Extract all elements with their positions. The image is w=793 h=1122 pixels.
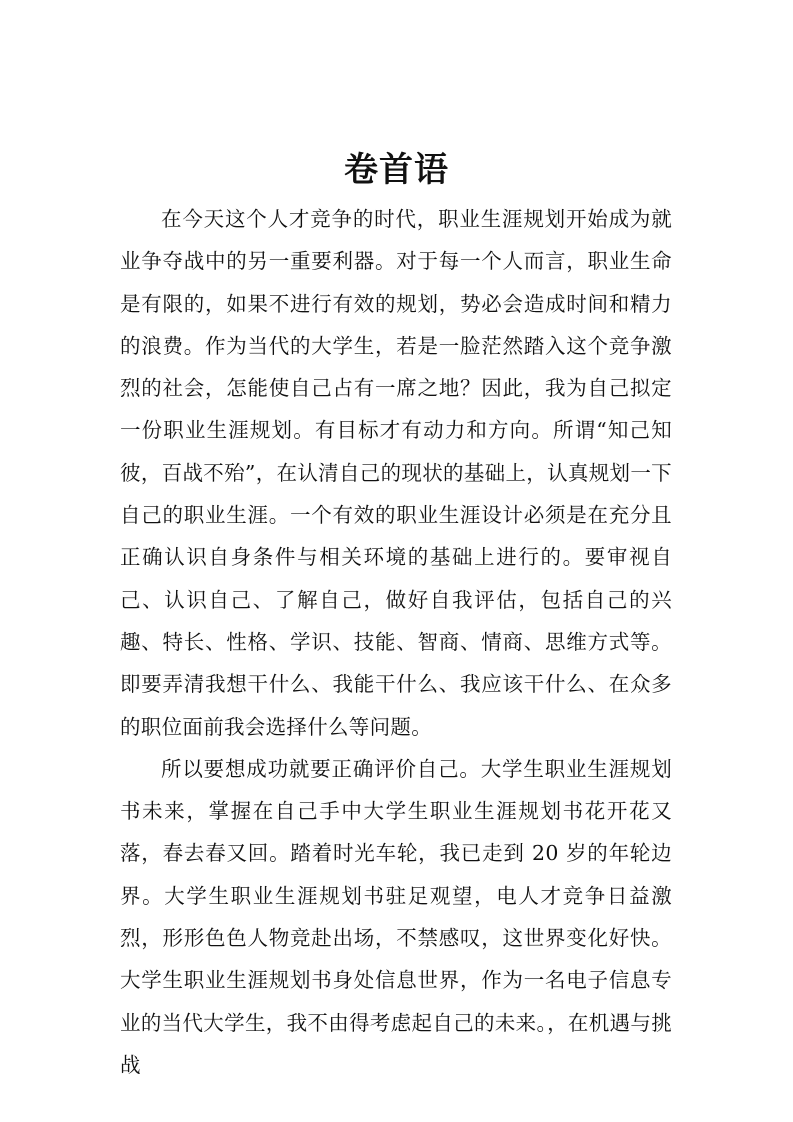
page-title: 卷首语 xyxy=(344,150,449,190)
body-text xyxy=(120,198,672,1086)
paragraph-2: 所以要想成功就要正确评价自己。大学生职业生涯规划书未来，掌握在自己手中大学生职业生涯规划书花开花又落，春去春又回。踏着时光车轮，我已走到 20 岁的年轮边界。大学生职业生涯规划书驻足观望，电人才竞争日益激烈，形形色色人物竞赴出场，不禁感叹，这世界变化好快。大学生职业生涯规划书身处信息世界，作为一名电子信息专业的当代大学生，我不由得考虑起自己的未来。，在机遇与挑战 xyxy=(120,756,672,1077)
paragraph-1: 在今天这个人才竞争的时代，职业生涯规划开始成为就业争夺战中的另一重要利器。对于每一个人而言，职业生命是有限的，如果不进行有效的规划，势必会造成时间和精力的浪费。作为当代的大学生，若是一脸茫然踏入这个竞争激烈的社会，怎能使自己占有一席之地？因此，我为自己拟定一份职业生涯规划。有目标才有动力和方向。所谓“知己知彼，百战不殆”，在认清自己的现状的基础上，认真规划一下自己的职业生涯。一个有效的职业生涯设计必须是在充分且正确认识自身条件与相关环境的基础上进行的。要审视自己、认识自己、了解自己，做好自我评估，包括自己的兴趣、特长、性格、学识、技能、智商、情商、思维方式等。即要弄清我想干什么、我能干什么、我应该干什么、在众多的职位面前我会选择什么等问题。 xyxy=(120,207,672,739)
